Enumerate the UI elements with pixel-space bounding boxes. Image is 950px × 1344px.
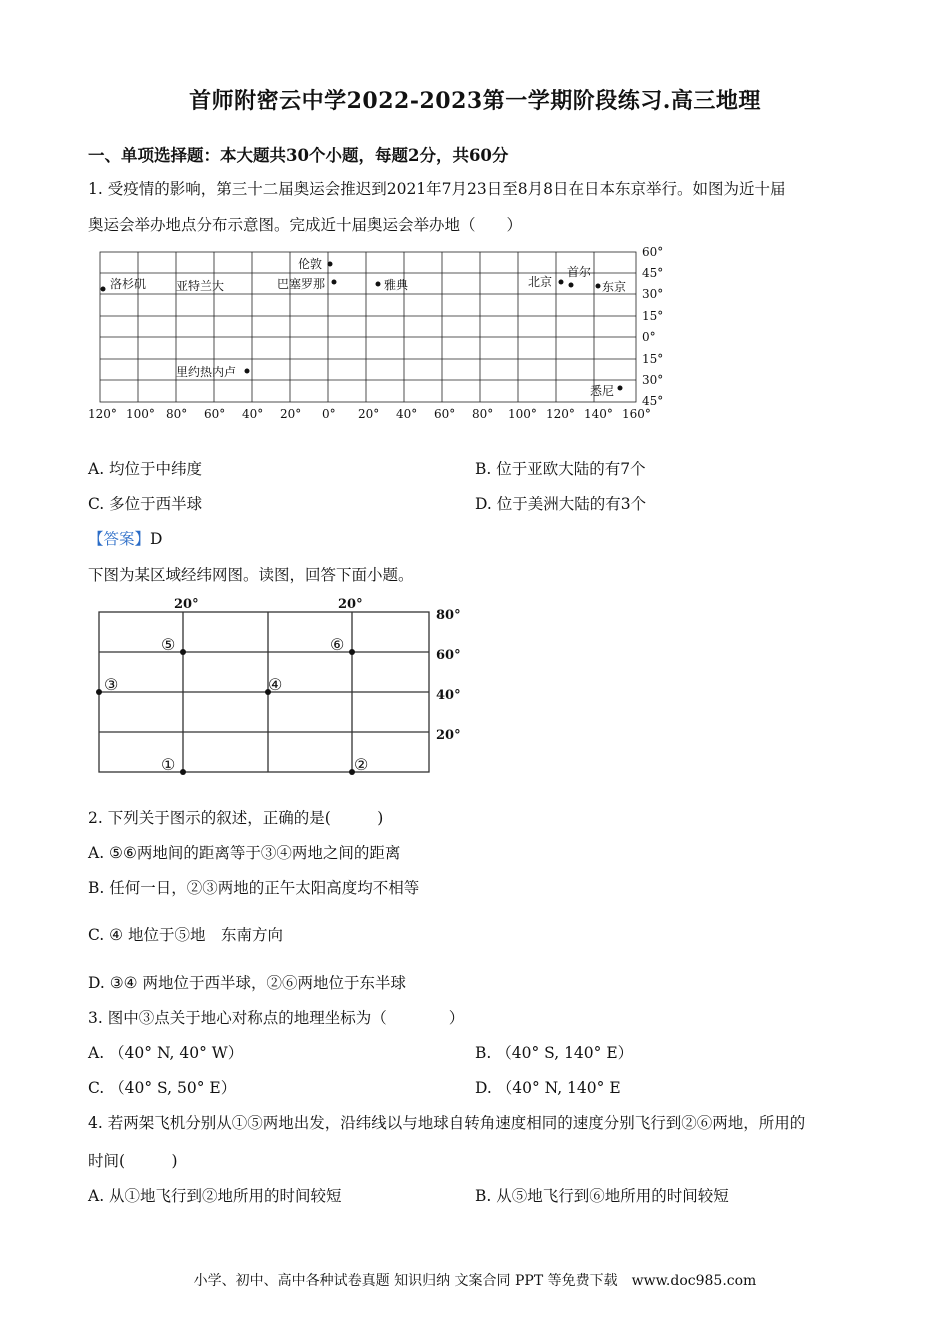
q3-option-b: B. （40° S, 140° E） (475, 1044, 634, 1062)
city-dot (618, 386, 623, 391)
lon-label: 0° (322, 407, 336, 421)
lon-label: 120° (546, 407, 575, 421)
lat-label: 0° (642, 330, 656, 344)
city-label: 里约热内卢 (176, 365, 237, 379)
q1-answer (88, 527, 162, 549)
footer-text: 小学、初中、高中各种试卷真题 知识归纳 文案合同 PPT 等免费下载 www.doc985.com (193, 1273, 757, 1289)
point-dot (96, 689, 102, 695)
lat-label: 45° (642, 266, 664, 280)
top-lon-label: 20° (174, 597, 199, 612)
q3-stem: 3. 图中③点关于地心对称点的地理坐标为（ ） (88, 1009, 465, 1027)
city-label: 洛杉矶 (110, 277, 147, 291)
q4-option-b: B. 从⑤地飞行到⑥地所用的时间较短 (475, 1187, 729, 1205)
lon-label: 80° (472, 407, 494, 421)
map1-city-labels (110, 256, 626, 398)
section-heading: 一、单项选择题：本大题共30个小题，每题2分，共60分 (88, 146, 509, 165)
map1-lat-labels (642, 245, 663, 408)
city-dot (332, 280, 337, 285)
q2-option-d: D. ③④ 两地位于西半球，②⑥两地位于东半球 (88, 974, 406, 992)
q1-option-a: A. 均位于中纬度 (88, 460, 203, 478)
lon-label: 80° (166, 407, 188, 421)
lon-label: 20° (280, 407, 302, 421)
lon-label: 20° (358, 407, 380, 421)
city-dot (101, 287, 106, 292)
city-dot (376, 282, 381, 287)
city-label: 北京 (528, 275, 553, 289)
q2-option-a: A. ⑤⑥两地间的距离等于③④两地之间的距离 (88, 844, 401, 862)
q3-option-d: D. （40° N, 140° E (475, 1079, 621, 1097)
city-label: 伦敦 (298, 257, 323, 271)
map2-point-dots (96, 649, 355, 775)
point-label: ④ (268, 675, 283, 694)
q3-option-c: C. （40° S, 50° E） (88, 1079, 237, 1097)
lat-lon-grid-map (88, 592, 478, 784)
point-label: ⑤ (161, 635, 176, 654)
point-label: ③ (104, 675, 119, 694)
point-dot (349, 649, 355, 655)
lon-label: 40° (396, 407, 418, 421)
lon-label: 120° (88, 407, 117, 421)
right-lat-label: 60° (436, 648, 461, 663)
lon-label: 60° (204, 407, 226, 421)
city-label: 东京 (602, 280, 627, 294)
q2-option-c: C. ④ 地位于⑤地 东南方向 (88, 926, 283, 944)
q1-option-c: C. 多位于西半球 (88, 495, 203, 513)
q2-option-b: B. 任何一日，②③两地的正午太阳高度均不相等 (88, 879, 420, 897)
right-lat-label: 40° (436, 688, 461, 703)
lon-label: 60° (434, 407, 456, 421)
lat-label: 30° (642, 287, 664, 301)
q1-option-d: D. 位于美洲大陆的有3个 (475, 495, 647, 513)
q1-option-b: B. 位于亚欧大陆的有7个 (475, 460, 646, 478)
q4-option-a: A. 从①地飞行到②地所用的时间较短 (88, 1187, 342, 1205)
lat-label: 30° (642, 373, 664, 387)
lon-label: 40° (242, 407, 264, 421)
lat-label: 45° (642, 394, 664, 408)
point-dot (180, 769, 186, 775)
right-lat-label: 20° (436, 728, 461, 743)
city-label: 巴塞罗那 (277, 277, 326, 291)
city-label: 亚特兰大 (176, 279, 225, 293)
lon-label: 140° (584, 407, 613, 421)
q1-stem-line1: 1. 受疫情的影响，第三十二届奥运会推迟到2021年7月23日至8月8日在日本东京举行。如图为近十届 (88, 180, 786, 198)
top-lon-label: 20° (338, 597, 363, 612)
answer-value: D (150, 530, 163, 548)
lon-label: 160° (622, 407, 651, 421)
point-label: ① (161, 755, 176, 774)
map1-lon-labels (88, 407, 651, 421)
city-label: 雅典 (384, 278, 409, 292)
map2-grid (99, 612, 429, 772)
city-dot (559, 280, 564, 285)
lon-label: 100° (126, 407, 155, 421)
intro-q2-4: 下图为某区域经纬网图。读图，回答下面小题。 (88, 566, 414, 584)
city-dot (328, 262, 333, 267)
point-label: ② (354, 755, 369, 774)
q3-option-a: A. （40° N, 40° W） (88, 1044, 244, 1062)
map1-grid (100, 252, 636, 402)
answer-tag: 【答案】 (88, 530, 151, 548)
q1-stem-line2: 奥运会举办地点分布示意图。完成近十届奥运会举办地（ ） (88, 216, 523, 234)
lat-label: 15° (642, 309, 664, 323)
city-label: 悉尼 (590, 384, 615, 398)
lat-label: 60° (642, 245, 664, 259)
lon-label: 100° (508, 407, 537, 421)
q4-stem-line1: 4. 若两架飞机分别从①⑤两地出发，沿纬线以与地球自转角速度相同的速度分别飞行到②⑥两地，所用的 (88, 1114, 806, 1132)
olympic-host-map (80, 242, 680, 427)
city-dot (596, 284, 601, 289)
right-lat-label: 80° (436, 608, 461, 623)
q4-stem-line2: 时间( ) (88, 1152, 178, 1170)
lat-label: 15° (642, 352, 664, 366)
page-title: 首师附密云中学2022-2023第一学期阶段练习.高三地理 (189, 88, 761, 114)
point-label: ⑥ (330, 635, 345, 654)
point-dot (180, 649, 186, 655)
city-dot (569, 283, 574, 288)
city-label: 首尔 (567, 265, 592, 279)
q2-stem: 2. 下列关于图示的叙述，正确的是( ) (88, 809, 384, 827)
city-dot (245, 369, 250, 374)
